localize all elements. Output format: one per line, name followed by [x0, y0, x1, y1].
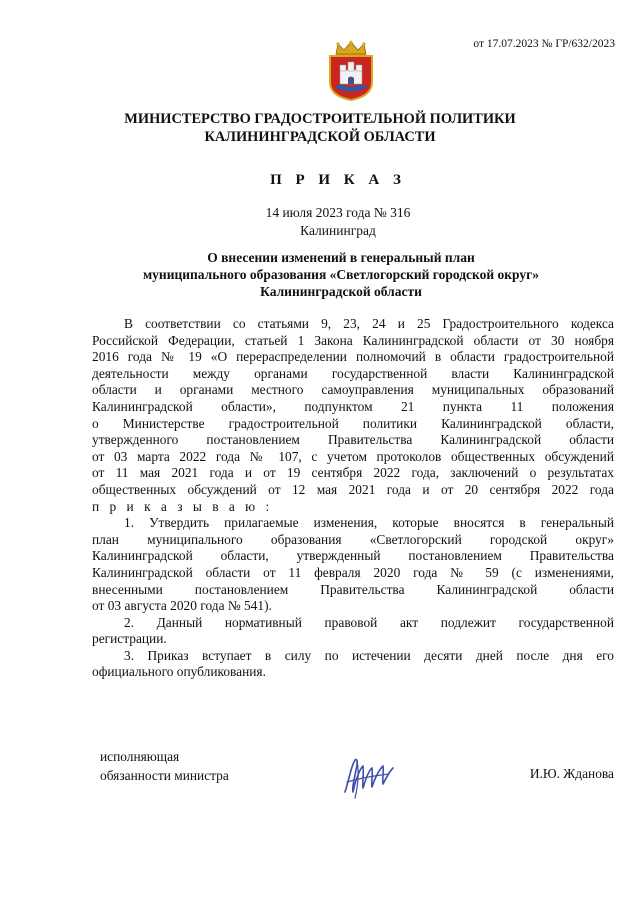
- preamble-line: 2016 года № 19 «О перераспределении полномочий в области градостроительной: [92, 349, 614, 365]
- coat-of-arms-icon: [326, 40, 376, 102]
- svg-text:А: А: [348, 77, 354, 83]
- preamble-line: Российской Федерации, статьей 1 Закона Калининградской области от 30 ноября: [92, 332, 614, 348]
- preamble-line: от 03 марта 2022 года № 107, с учетом протоколов общественных обсуждений: [92, 448, 614, 464]
- preamble-line: Калининградской области», подпунктом 21 пункта 11 положения: [92, 398, 614, 414]
- preamble-line: деятельности между органами государственной власти Калининградской: [92, 365, 614, 381]
- item-2-line: 2. Данный нормативный правовой акт подлежит государственной: [124, 614, 614, 630]
- item-3-line: официального опубликования.: [92, 664, 266, 680]
- order-date-number: 14 июля 2023 года № 316: [265, 205, 411, 220]
- order-subject: [0, 249, 640, 300]
- document-reference-number: от 17.07.2023 № ГР/632/2023: [473, 38, 615, 50]
- signatory-position-line-1: исполняющая: [100, 749, 180, 764]
- item-1-line: план муниципального образования «Светлогорский городской округ»: [92, 531, 614, 547]
- order-title: П Р И К А З: [270, 172, 406, 188]
- preamble-line: В соответствии со статьями 9, 23, 24 и 25 Градостроительного кодекса: [124, 316, 614, 331]
- order-city: Калининград: [300, 223, 376, 238]
- preamble-line: от 11 мая 2021 года и от 19 сентября 2022 года, заключений о результатах: [92, 465, 614, 481]
- ministry-name-line-1: МИНИСТЕРСТВО ГРАДОСТРОИТЕЛЬНОЙ ПОЛИТИКИ: [124, 111, 516, 127]
- item-1-line: 1. Утвердить прилагаемые изменения, которые вносятся в генеральный: [124, 515, 614, 531]
- preamble-line: утвержденного постановлением Правительства Калининградской области: [92, 432, 614, 448]
- item-1-line: Калининградской области от 11 февраля 2020 года № 59 (с изменениями,: [92, 564, 614, 580]
- order-subject-line-3: Калининградской области: [260, 284, 422, 299]
- preamble-line: области и органами местного самоуправления муниципальных образований: [92, 382, 614, 398]
- ministry-name-line-2: КАЛИНИНГРАДСКОЙ ОБЛАСТИ: [204, 129, 436, 145]
- signatory-position: [100, 747, 229, 785]
- preamble-line: о Министерстве градостроительной политики Калининградской области,: [92, 415, 614, 431]
- handwritten-signature-icon: [337, 752, 399, 800]
- signatory-name: И.Ю. Жданова: [529, 766, 614, 781]
- item-3-line: 3. Приказ вступает в силу по истечении десяти дней после дня его: [124, 647, 614, 663]
- item-1-line: Калининградской области, утвержденный постановлением Правительства: [92, 548, 614, 564]
- decree-word: п р и к а з ы в а ю :: [92, 498, 273, 514]
- item-1-line: внесенными постановлением Правительства Калининградской области: [92, 581, 614, 597]
- order-date-block: [0, 204, 640, 240]
- signatory-position-line-2: обязанности министра: [100, 768, 229, 783]
- item-2-line: регистрации.: [92, 631, 167, 647]
- order-subject-line-1: О внесении изменений в генеральный план: [207, 250, 475, 265]
- item-1-line: от 03 августа 2020 года № 541).: [92, 598, 272, 614]
- order-body: [92, 316, 614, 681]
- ministry-name: [0, 110, 640, 146]
- preamble-line: общественных обсуждений от 12 мая 2021 года и от 20 сентября 2022 года: [92, 481, 614, 497]
- order-subject-line-2: муниципального образования «Светлогорский городской округ»: [142, 267, 540, 282]
